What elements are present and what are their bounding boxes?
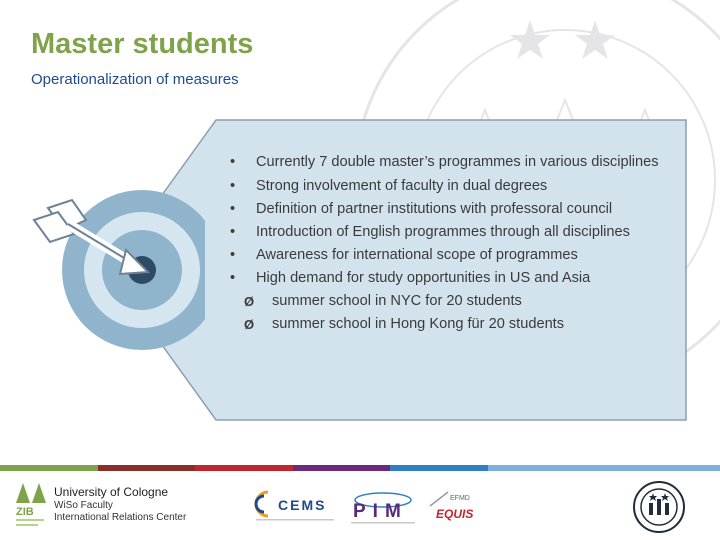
zib-label: ZIB [16, 506, 34, 518]
cems-logo-icon [252, 488, 338, 524]
slide-subtitle: Operationalization of measures [31, 71, 239, 88]
list-item: • Definition of partner institutions with professoral council [226, 198, 676, 221]
faculty-name: WiSo Faculty [54, 500, 113, 511]
sub-list-item: Ø summer school in Hong Kong für 20 students [226, 313, 676, 336]
pim-label: PIM [353, 501, 408, 522]
bullet-list [226, 152, 676, 336]
list-item: • High demand for study opportunities in US and Asia [226, 267, 676, 290]
zib-logo-icon [14, 481, 48, 531]
list-item: • Strong involvement of faculty in dual degrees [226, 175, 676, 198]
efmd-label: EFMD [450, 495, 470, 502]
footer-color-bar [0, 465, 720, 471]
cems-label: CEMS [278, 497, 327, 513]
efmd-equis-logo-icon [426, 488, 476, 526]
university-name: University of Cologne [54, 485, 169, 499]
pim-logo-icon [347, 490, 419, 526]
list-item: • Awareness for international scope of programmes [226, 244, 676, 267]
list-item: • Introduction of English programmes through all disciplines [226, 221, 676, 244]
sub-list-item: Ø summer school in NYC for 20 students [226, 290, 676, 313]
target-arrow-icon [30, 190, 205, 365]
slide-title: Master students [31, 28, 254, 60]
list-item: • Currently 7 double master’s programmes in various disciplines [226, 152, 676, 172]
university-seal-icon [633, 481, 685, 533]
center-name: International Relations Center [54, 512, 187, 523]
equis-label: EQUIS [436, 507, 474, 521]
